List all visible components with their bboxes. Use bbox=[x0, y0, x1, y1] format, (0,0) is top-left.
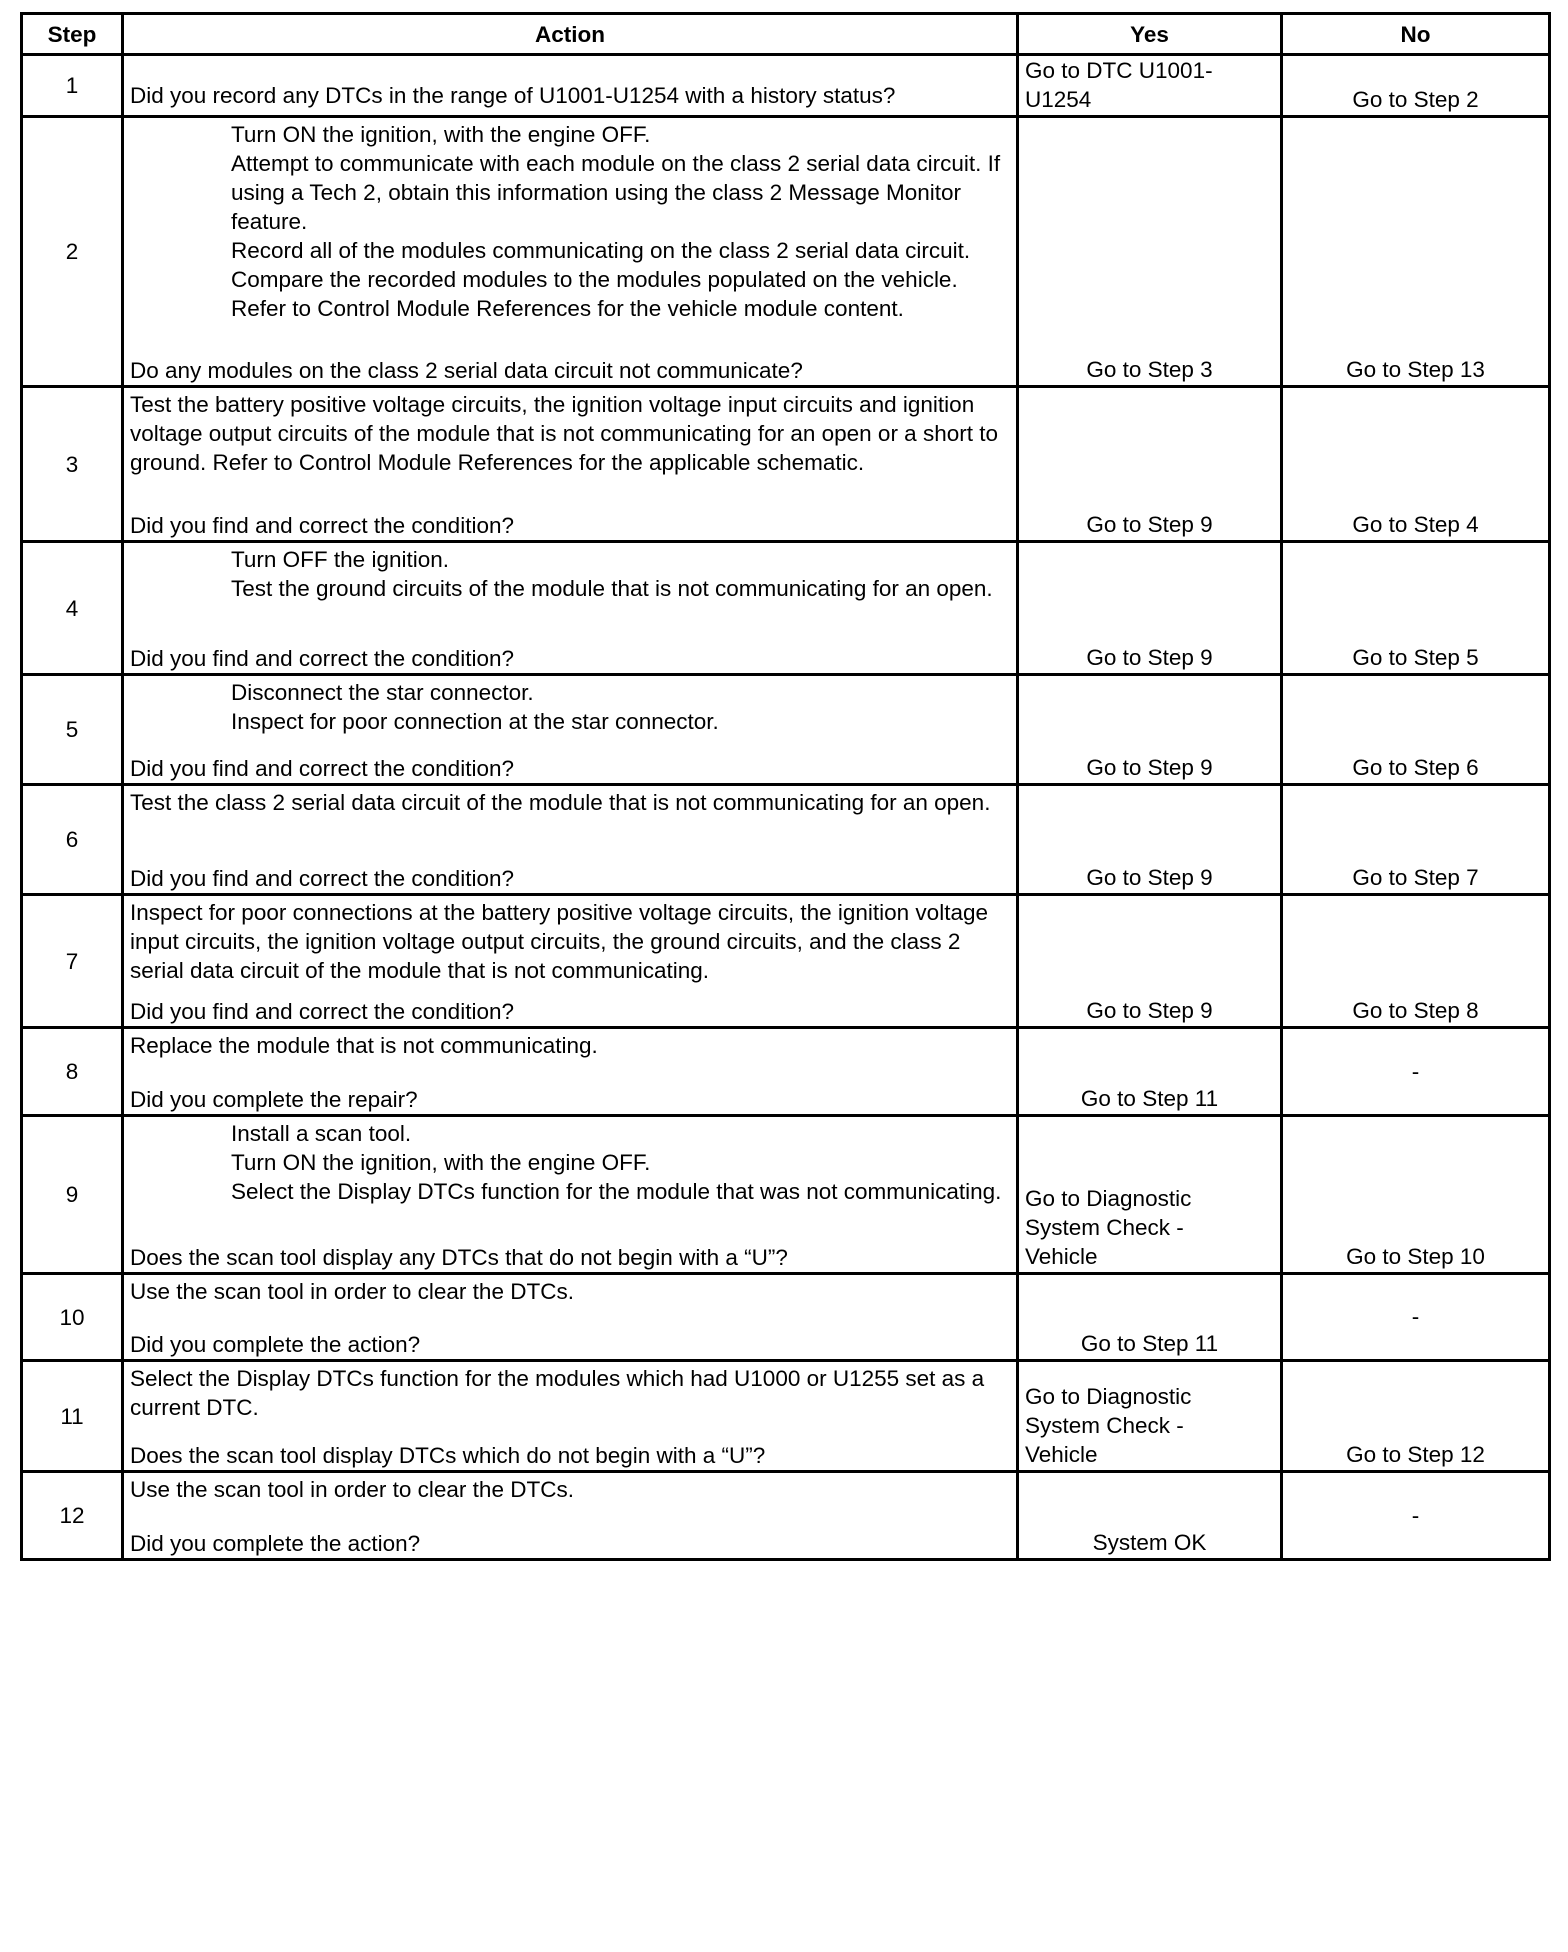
step-number: 2 bbox=[22, 117, 123, 387]
yes-result bbox=[1018, 542, 1282, 675]
action-cell bbox=[123, 542, 1018, 675]
action-cell bbox=[123, 1361, 1018, 1472]
action-instructions bbox=[130, 1031, 1010, 1085]
table-row bbox=[22, 387, 1550, 542]
yes-result-text: Go to DTC U1001- U1254 bbox=[1025, 58, 1213, 112]
no-result bbox=[1282, 542, 1550, 675]
action-question: Did you find and correct the condition? bbox=[130, 866, 514, 891]
no-result bbox=[1282, 117, 1550, 387]
no-result-text: Go to Step 4 bbox=[1352, 512, 1479, 537]
action-cell bbox=[123, 55, 1018, 117]
step-number: 9 bbox=[22, 1116, 123, 1274]
no-result bbox=[1282, 1361, 1550, 1472]
action-line: Inspect for poor connection at the star connector. bbox=[231, 709, 719, 734]
table-row bbox=[22, 117, 1550, 387]
action-question: Did you complete the action? bbox=[130, 1531, 421, 1556]
yes-result bbox=[1018, 785, 1282, 895]
header-row bbox=[22, 14, 1550, 55]
table-row bbox=[22, 785, 1550, 895]
no-result bbox=[1282, 1274, 1550, 1361]
action-line: Test the battery positive voltage circuits, the ignition voltage input circuits and ignition voltage output circuits of the module that is not communicating for an open or a short to ground. Refer to Control Module References for the applicable schematic. bbox=[130, 392, 998, 475]
action-instructions bbox=[130, 678, 1010, 754]
action-line: Use the scan tool in order to clear the DTCs. bbox=[130, 1477, 574, 1502]
action-line: Record all of the modules communicating on the class 2 serial data circuit. bbox=[231, 238, 971, 263]
action-question: Did you find and correct the condition? bbox=[130, 513, 514, 538]
no-result bbox=[1282, 785, 1550, 895]
header-no: No bbox=[1282, 14, 1550, 55]
action-instructions bbox=[130, 1277, 1010, 1330]
no-result bbox=[1282, 675, 1550, 785]
no-result-text: Go to Step 13 bbox=[1346, 357, 1485, 382]
action-question: Did you complete the repair? bbox=[130, 1087, 418, 1112]
action-cell bbox=[123, 1116, 1018, 1274]
yes-result bbox=[1018, 387, 1282, 542]
step-number: 3 bbox=[22, 387, 123, 542]
yes-result-text: Go to Step 11 bbox=[1080, 1331, 1219, 1356]
action-cell bbox=[123, 895, 1018, 1028]
table-body bbox=[22, 55, 1550, 1560]
no-result-text: Go to Step 12 bbox=[1346, 1442, 1485, 1467]
table-row bbox=[22, 1472, 1550, 1560]
action-cell bbox=[123, 785, 1018, 895]
action-cell bbox=[123, 1274, 1018, 1361]
action-line: Attempt to communicate with each module on the class 2 serial data circuit. If using a Tech 2, obtain this information using the class 2 Message Monitor feature. bbox=[231, 151, 1001, 234]
action-question: Did you find and correct the condition? bbox=[130, 999, 514, 1024]
action-line: Compare the recorded modules to the modules populated on the vehicle. Refer to Control Module References for the vehicle module content. bbox=[231, 267, 958, 321]
no-result bbox=[1282, 387, 1550, 542]
action-line: Turn OFF the ignition. bbox=[231, 547, 450, 572]
action-question: Did you find and correct the condition? bbox=[130, 646, 514, 671]
action-cell bbox=[123, 1472, 1018, 1560]
step-number: 7 bbox=[22, 895, 123, 1028]
table-row bbox=[22, 1361, 1550, 1472]
no-result bbox=[1282, 895, 1550, 1028]
yes-result bbox=[1018, 1028, 1282, 1116]
action-question: Did you find and correct the condition? bbox=[130, 756, 514, 781]
action-instructions bbox=[130, 545, 1010, 644]
action-instructions bbox=[130, 1475, 1010, 1529]
action-line: Use the scan tool in order to clear the DTCs. bbox=[130, 1279, 574, 1304]
yes-result-text: Go to Step 9 bbox=[1086, 998, 1213, 1023]
action-instructions bbox=[130, 390, 1010, 511]
action-line: Test the class 2 serial data circuit of the module that is not communicating for an open. bbox=[130, 790, 991, 815]
step-number: 6 bbox=[22, 785, 123, 895]
action-line: Turn ON the ignition, with the engine OFF. bbox=[231, 1150, 651, 1175]
yes-result-text: Go to Step 9 bbox=[1086, 645, 1213, 670]
yes-result bbox=[1018, 895, 1282, 1028]
yes-result-text: Go to Diagnostic System Check - Vehicle bbox=[1025, 1186, 1192, 1269]
action-instructions bbox=[130, 1364, 1010, 1441]
action-cell bbox=[123, 675, 1018, 785]
diagnostic-table bbox=[20, 12, 1551, 1561]
action-line: Inspect for poor connections at the battery positive voltage circuits, the ignition voltage input circuits, the ignition voltage output circuits, the ground circuits, and the class 2 serial data circuit of the module that is not communicating. bbox=[130, 900, 988, 983]
table-row bbox=[22, 1116, 1550, 1274]
action-instructions bbox=[130, 1119, 1010, 1243]
table-row bbox=[22, 675, 1550, 785]
action-question: Did you record any DTCs in the range of U1001-U1254 with a history status? bbox=[130, 83, 896, 108]
action-line: Install a scan tool. bbox=[231, 1121, 412, 1146]
yes-result-text: Go to Step 9 bbox=[1086, 865, 1213, 890]
yes-result-text: Go to Step 9 bbox=[1086, 512, 1213, 537]
header-yes: Yes bbox=[1018, 14, 1282, 55]
no-result bbox=[1282, 55, 1550, 117]
table-row bbox=[22, 1274, 1550, 1361]
yes-result bbox=[1018, 1116, 1282, 1274]
yes-result-text: Go to Step 11 bbox=[1080, 1086, 1219, 1111]
action-instructions bbox=[130, 58, 1010, 81]
yes-result bbox=[1018, 1472, 1282, 1560]
yes-result-text: Go to Step 9 bbox=[1086, 755, 1213, 780]
no-result-text: - bbox=[1411, 1304, 1420, 1329]
action-instructions bbox=[130, 788, 1010, 864]
header-action: Action bbox=[123, 14, 1018, 55]
action-line: Turn ON the ignition, with the engine OFF. bbox=[231, 122, 651, 147]
action-line: Test the ground circuits of the module that is not communicating for an open. bbox=[231, 576, 993, 601]
no-result-text: Go to Step 8 bbox=[1352, 998, 1479, 1023]
action-line: Select the Display DTCs function for the module that was not communicating. bbox=[231, 1179, 1002, 1204]
no-result-text: Go to Step 6 bbox=[1352, 755, 1479, 780]
action-question: Does the scan tool display DTCs which do not begin with a “U”? bbox=[130, 1443, 766, 1468]
header-step: Step bbox=[22, 14, 123, 55]
no-result-text: Go to Step 2 bbox=[1352, 87, 1479, 112]
action-line: Replace the module that is not communicating. bbox=[130, 1033, 598, 1058]
table-row bbox=[22, 542, 1550, 675]
action-question: Does the scan tool display any DTCs that do not begin with a “U”? bbox=[130, 1245, 788, 1270]
action-cell bbox=[123, 387, 1018, 542]
step-number: 5 bbox=[22, 675, 123, 785]
action-line: Disconnect the star connector. bbox=[231, 680, 534, 705]
step-number: 11 bbox=[22, 1361, 123, 1472]
no-result bbox=[1282, 1472, 1550, 1560]
yes-result-text: Go to Diagnostic System Check - Vehicle bbox=[1025, 1384, 1192, 1467]
diagnostic-table-container bbox=[20, 12, 1548, 1561]
yes-result bbox=[1018, 1361, 1282, 1472]
step-number: 8 bbox=[22, 1028, 123, 1116]
yes-result bbox=[1018, 675, 1282, 785]
step-number: 10 bbox=[22, 1274, 123, 1361]
step-number: 1 bbox=[22, 55, 123, 117]
action-line: Select the Display DTCs function for the modules which had U1000 or U1255 set as a current DTC. bbox=[130, 1366, 985, 1420]
no-result-text: - bbox=[1411, 1502, 1420, 1528]
table-row bbox=[22, 895, 1550, 1028]
table-row bbox=[22, 1028, 1550, 1116]
action-question: Did you complete the action? bbox=[130, 1332, 421, 1357]
no-result bbox=[1282, 1116, 1550, 1274]
yes-result bbox=[1018, 1274, 1282, 1361]
step-number: 12 bbox=[22, 1472, 123, 1560]
no-result-text: Go to Step 10 bbox=[1346, 1244, 1485, 1269]
yes-result bbox=[1018, 117, 1282, 387]
action-question: Do any modules on the class 2 serial data circuit not communicate? bbox=[130, 358, 803, 383]
no-result-text: Go to Step 5 bbox=[1352, 645, 1479, 670]
no-result bbox=[1282, 1028, 1550, 1116]
step-number: 4 bbox=[22, 542, 123, 675]
action-instructions bbox=[130, 898, 1010, 997]
action-cell bbox=[123, 1028, 1018, 1116]
no-result-text: - bbox=[1411, 1058, 1420, 1084]
table-row bbox=[22, 55, 1550, 117]
yes-result bbox=[1018, 55, 1282, 117]
action-instructions bbox=[130, 120, 1010, 356]
action-cell bbox=[123, 117, 1018, 387]
yes-result-text: Go to Step 3 bbox=[1086, 357, 1213, 382]
no-result-text: Go to Step 7 bbox=[1352, 865, 1479, 890]
yes-result-text: System OK bbox=[1092, 1530, 1207, 1555]
